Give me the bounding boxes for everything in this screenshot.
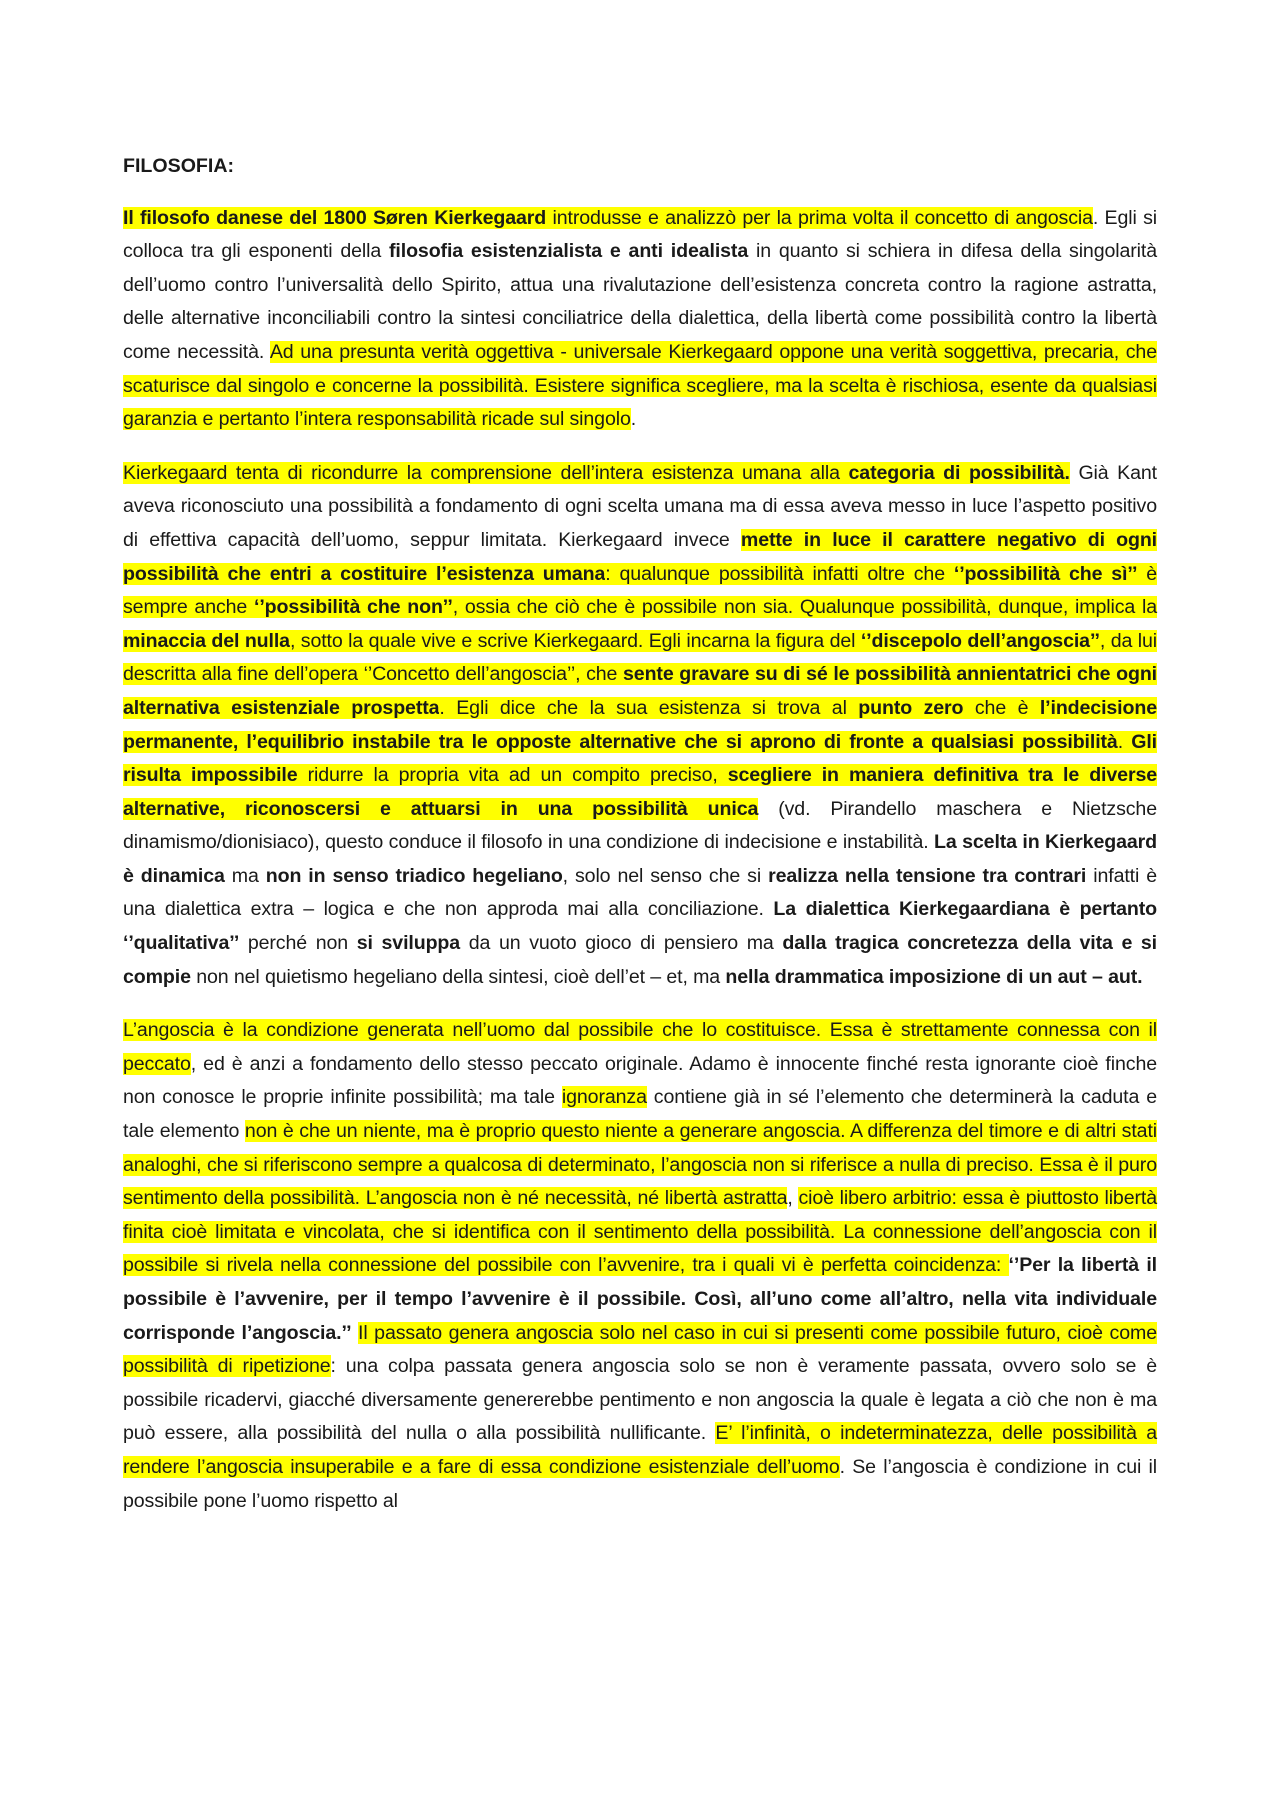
highlighted-text-run: , sotto la quale vive e scrive Kierkegaard. Egli incarna la figura del [289, 629, 861, 652]
highlighted-text-run: mette in luce il carattere negativo di ogni possibilità che entri a costituire l’esistenza umana [123, 528, 1157, 585]
highlighted-text-run: Il passato genera angoscia solo nel caso in cui si presenti come possibile futuro, cioè come possibilità di ripetizione [123, 1321, 1157, 1378]
paragraph [123, 1014, 1157, 1518]
highlighted-text-run: l’indecisione permanente, l’equilibrio instabile tra le opposte alternative che si aprono di fronte a qualsiasi possibilità [123, 696, 1157, 753]
text-run: contiene già in sé l’elemento che determinerà la caduta e tale elemento [123, 1086, 1157, 1143]
highlighted-text-run: è sempre anche [123, 562, 1157, 619]
bold-text-run: La scelta in Kierkegaard è dinamica [123, 831, 1157, 887]
highlighted-text-run: Il filosofo danese del 1800 Søren Kierkegaard [123, 206, 547, 229]
highlighted-text-run: sente gravare su di sé le possibilità annientatrici che ogni alternativa esistenziale prospetta [123, 663, 1157, 719]
highlighted-text-run: : qualunque possibilità infatti oltre che [605, 562, 954, 585]
bold-text-run: non in senso triadico hegeliano [265, 864, 563, 887]
text-run: infatti è una dialettica extra – logica e che non approda mai alla conciliazione. [123, 864, 1157, 921]
text-run: (vd. Pirandello maschera e Nietzsche dinamismo/dionisiaco), questo conduce il filosofo in una condizione di indecisione e instabilità. [123, 797, 1157, 854]
text-run: . Se l’angoscia è condizione in cui il possibile pone l’uomo rispetto al [123, 1455, 1157, 1512]
highlighted-text-run: , da lui descritta alla fine dell’opera ‘’Concetto dell’angoscia’’, che [123, 629, 1157, 686]
highlighted-text-run: E’ l’infinità, o indeterminatezza, delle possibilità a rendere l’angoscia insuperabile e a fare di essa condizione esistenziale dell’uomo [123, 1422, 1157, 1478]
bold-text-run: si sviluppa [356, 932, 461, 955]
bold-text-run: nella drammatica imposizione di un aut – aut. [725, 965, 1143, 988]
text-run: non nel quietismo hegeliano della sintesi, cioè dell’et – et, ma [190, 965, 726, 988]
text-run: ma [224, 864, 266, 887]
highlighted-text-run: scegliere in maniera definitiva tra le diverse alternative, riconoscersi e attuarsi in una possibilità unica [123, 764, 1157, 820]
highlighted-text-run: ignoranza [561, 1086, 647, 1109]
bold-text-run: dalla tragica concretezza della vita e si compie [123, 932, 1158, 988]
highlighted-text-run: Gli risulta impossibile [123, 730, 1157, 787]
highlighted-text-run: punto zero [858, 696, 964, 719]
highlighted-text-run: Kierkegaard tenta di ricondurre la comprensione dell’intera esistenza umana alla [123, 461, 849, 484]
highlighted-text-run: introdusse e analizzò per la prima volta il concetto di angoscia [546, 206, 1093, 229]
document-title: FILOSOFIA: [123, 155, 235, 177]
highlighted-text-run: . Egli dice che la sua esistenza si trova al [439, 696, 859, 719]
bold-text-run: realizza nella tensione tra contrari [768, 864, 1087, 887]
highlighted-text-run: L’angoscia è la condizione generata nell’uomo dal possibile che lo costituisce. Essa è strettamente connessa con il peccato [123, 1019, 1157, 1075]
paragraph [123, 457, 1157, 995]
highlighted-text-run: categoria di possibilità. [848, 461, 1070, 484]
text-run: in quanto si schiera in difesa della singolarità dell’uomo contro l’universalità dello Spirito, attua una rivalutazione dell’esistenza concreta contro la ragione astratta, delle alternative inconciliabili contro la sintesi conciliatrice della dialettica, della libertà come possibilità contro la libertà come necessità. [123, 240, 1158, 363]
text-run: perché non [239, 932, 357, 955]
highlighted-text-run: minaccia del nulla [123, 629, 290, 652]
highlighted-text-run: ‘’possibilità che sì’’ [953, 562, 1138, 585]
highlighted-text-run: , ossia che ciò che è possibile non sia. Qualunque possibilità, dunque, implica la [452, 596, 1157, 619]
highlighted-text-run: ‘’possibilità che non’’ [254, 596, 453, 619]
highlighted-text-run: ‘’discepolo dell’angoscia’’ [860, 629, 1100, 652]
bold-text-run: ‘’Per la libertà il possibile è l’avvenire, per il tempo l’avvenire è il possibile. Così, all’uno come all’altro, nella vita individuale corrisponde l’angoscia.’’ [123, 1254, 1157, 1344]
document-page [123, 150, 1157, 1538]
bold-text-run: La dialettica Kierkegaardiana è pertanto ‘’qualitativa’’ [123, 898, 1157, 955]
text-run: da un vuoto gioco di pensiero ma [460, 932, 783, 955]
text-run: , solo nel senso che si [562, 864, 769, 887]
highlighted-text-run: che è [963, 696, 1040, 719]
highlighted-text-run: ridurre la propria vita ad un compito preciso, [297, 764, 728, 787]
highlighted-text-run: non è che un niente, ma è proprio questo niente a generare angoscia. A differenza del timore e di altri stati analoghi, che si riferiscono sempre a qualcosa di determinato, l’angoscia non si riferisce a nulla di preciso. Essa è il puro sentimento della possibilità. L’angoscia non è né necessità, né libertà astratta [123, 1120, 1158, 1210]
text-run: . [630, 408, 637, 431]
text-run: . Egli si colloca tra gli esponenti della [123, 206, 1157, 263]
text-run: : una colpa passata genera angoscia solo se non è veramente passata, ovvero solo se è possibile ricadervi, giacché diversamente genererebbe pentimento e non angoscia la quale è legata a ciò che non è ma può essere, alla possibilità del nulla o alla possibilità nullificante. [123, 1355, 1158, 1445]
text-run: , ed è anzi a fondamento dello stesso peccato originale. Adamo è innocente finché resta ignorante cioè finche non conosce le proprie infinite possibilità; ma tale [123, 1052, 1157, 1109]
text-run: Già Kant aveva riconosciuto una possibilità a fondamento di ogni scelta umana ma di essa aveva messo in luce l’aspetto positivo di effettiva capacità dell’uomo, seppur limitata. Kierkegaard invece [123, 461, 1157, 551]
highlighted-text-run: . [1117, 730, 1132, 753]
highlighted-text-run: Ad una presunta verità oggettiva - universale Kierkegaard oppone una verità soggettiva, precaria, che scaturisce dal singolo e concerne la possibilità. Esistere significa scegliere, ma la scelta è rischiosa, esente da qualsiasi garanzia e pertanto l’intera responsabilità ricade sul singolo [123, 340, 1157, 431]
text-run: , [787, 1187, 799, 1210]
highlighted-text-run: cioè libero arbitrio: essa è piuttosto libertà finita cioè limitata e vincolata, che si identifica con il sentimento della possibilità. La connessione dell’angoscia con il possibile si rivela nella connessione del possibile con l’avvenire, tra i quali vi è perfetta coincidenza: [123, 1187, 1157, 1277]
bold-text-run: filosofia esistenzialista e anti idealista [389, 240, 749, 263]
paragraph [123, 202, 1157, 437]
